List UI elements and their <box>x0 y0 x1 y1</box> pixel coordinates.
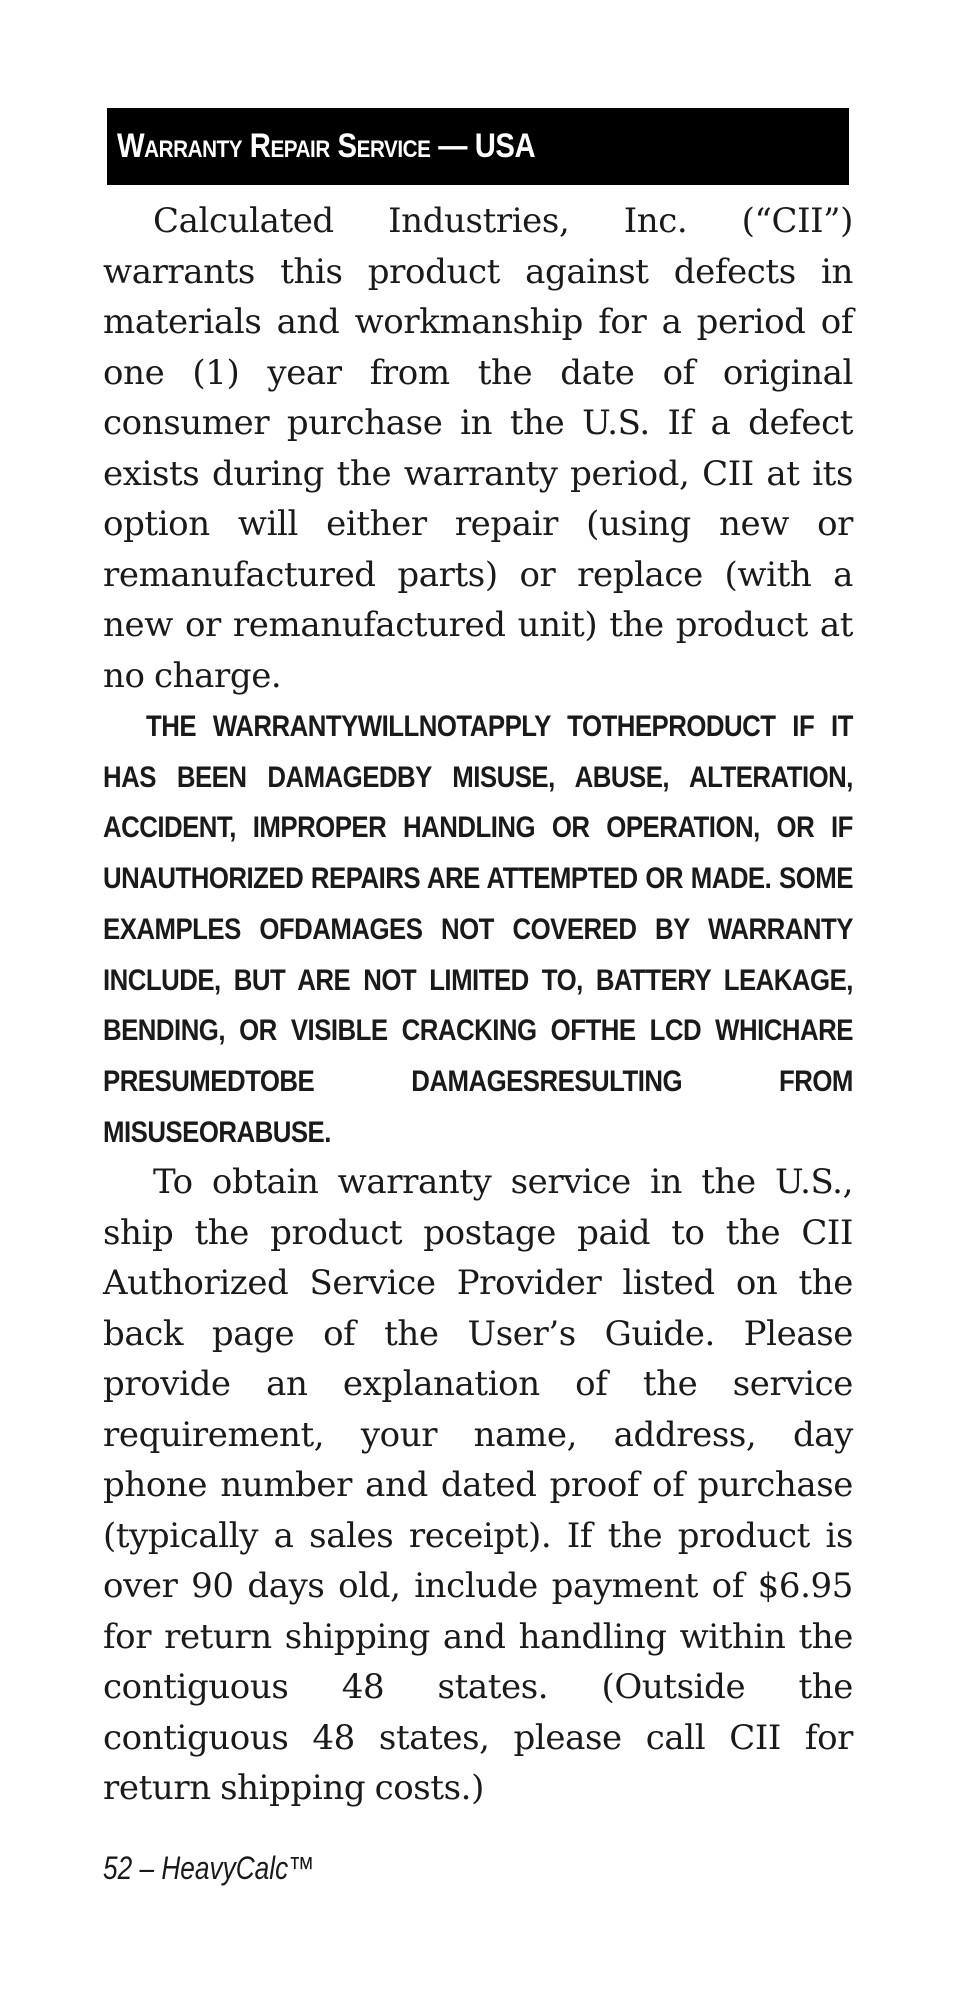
page-footer: 52 – HeavyCalc™ <box>103 1850 315 1886</box>
section-heading-bar <box>107 108 849 185</box>
warranty-paragraph-exclusions: THE WARRANTYWILLNOTAPPLY TOTHEPRODUCT IF IT HAS BEEN DAMAGEDBY MISUSE, ABUSE, ALTERATION, ACCIDENT, IMPROPER HANDLING OR OPERATION, OR IF UNAUTHORIZED REPAIRS ARE ATTEMPTED OR MADE. SOME EXAMPLES OFDAMAGES NOT COVERED BY WARRANTY INCLUDE, BUT ARE NOT LIMITED TO, BATTERY LEAKAGE, BENDING, OR VISIBLE CRACKING OFTHE LCD WHICHARE PRESUMEDTOBE DAMAGESRESULTING FROM MISUSEORABUSE. <box>103 710 853 1149</box>
section-heading: Warranty Repair Service — USA <box>117 127 536 165</box>
warranty-paragraph-service-instructions: To obtain warranty service in the U.S., ship the product postage paid to the CII Authorized Service Provider listed on the back page of the User’s Guide. Please provide an explanation of the service requirement, your name, address, day phone number and dated proof of purchase (typically a sales receipt). If the product is over 90 days old, include payment of $6.95 for return shipping and handling within the contiguous 48 states. (Outside the contiguous 48 states, please call CII for return shipping costs.) <box>103 1162 853 1808</box>
warranty-paragraph-coverage: Calculated Industries, Inc. (“CII”) warrants this product against defects in materials and workmanship for a period of one (1) year from the date of original consumer purchase in the U.S. If a defect exists during the warranty period, CII at its option will either repair (using new or remanufactured parts) or replace (with a new or remanufactured unit) the product at no charge. <box>103 201 853 696</box>
